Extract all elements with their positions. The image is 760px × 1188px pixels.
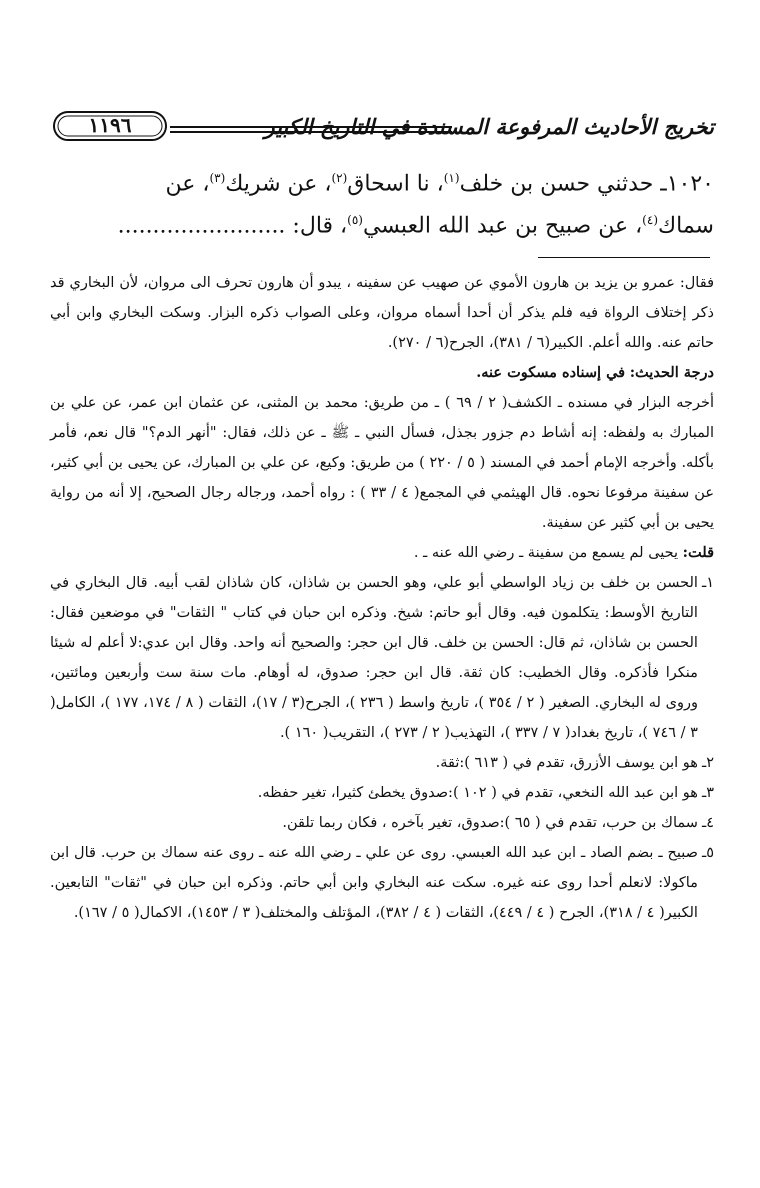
hadith-text-span: ، نا اسحاق — [347, 171, 444, 197]
footnote-ref: (١) — [443, 171, 460, 185]
note-paragraph-1: فقال: عمرو بن يزيد بن هارون الأموي عن صهيب عن سفينه ، يبدو أن هارون تحرف الى مروان، لأن البخاري قد ذكر إختلاف الرواة فيه فلم يذكر أن أحدا أسماه مروان، وعلى الصواب ذكره البزار. وسكت البخاري وابن أبي حاتم عنه. والله أعلم. الكبير(٦ / ٣٨١)، الجرح(٦ / ٢٧٠). — [50, 275, 714, 351]
hadith-text-span: ، قال: ........................ — [117, 213, 348, 239]
footnote-separator — [538, 257, 710, 258]
header-rule — [170, 126, 452, 133]
footnote-number: ٢ـ — [701, 755, 714, 771]
hadith-text — [50, 160, 714, 245]
footnote-ref: (٢) — [331, 171, 348, 185]
book-title: تخريج الأحاديث المرفوعة المسندة في التاريخ الكبير — [264, 114, 714, 139]
footnote-text: الحسن بن خلف بن زياد الواسطي أبو علي، وهو الحسن بن شاذان، كان شاذان لقب أبيه. قال البخاري في التاريخ الأوسط: يتكلمون فيه. وقال أبو حاتم: شيخ. وذكره ابن حبان في كتاب " الثقات" في موضعين فقال: الحسن بن شاذان، ثم قال: الحسن بن خلف. قال ابن حجر: والصحيح أنه واحد. وقال ابن عدي:لا أعلم له شيئا منكرا فأذكره. وقال الخطيب: كان ثقة. قال ابن حجر: صدوق، له أوهام. مات سنة ست وأربعين ومائتين، وروى له البخاري. الصغير ( ٢ / ٣٥٤ )، تاريخ واسط ( ٢٣٦ )، الجرح(٣ / ١٧)، الثقات ( ٨ / ١٧٤، ١٧٧ )، الكامل( ٣ / ٧٤٦ )، تاريخ بغداد( ٧ / ٣٣٧ )، التهذيب( ٢ / ٢٧٣ )، التقريب( ١٦٠ ). — [50, 575, 698, 741]
footnote-text: هو ابن يوسف الأزرق، تقدم في ( ٦١٣ ):ثقة. — [435, 755, 698, 771]
footnotes-section — [50, 268, 714, 928]
footnote-ref: (٥) — [347, 213, 363, 228]
hadith-text-span: ، عن شريك — [225, 171, 332, 197]
footnote-text: سماك بن حرب، تقدم في ( ٦٥ ):صدوق، تغير بآخره ، فكان ربما تلقن. — [282, 815, 698, 831]
hadith-text-span: ، عن صبيح بن عبد الله العبسي — [362, 213, 643, 239]
hadith-line-1 — [50, 160, 714, 202]
footnote-number: ٤ـ — [701, 815, 714, 831]
footnote-text: صبيح ـ بضم الصاد ـ ابن عبد الله العبسي. روى عن علي ـ رضي الله عنه ـ روى عنه سماك بن حرب. قال ابن ماكولا: لانعلم أحدا روى عنه غيره. سكت عنه البخاري وابن أبي حاتم. وذكره ابن حبان في "ثقات" التابعين. الكبير( ٤ / ٣١٨)، الجرح ( ٤ / ٤٤٩)، الثقات ( ٤ / ٣٨٢)، المؤتلف والمختلف( ٣ / ١٤٥٣)، الاكمال( ٥ / ١٦٧). — [50, 845, 698, 921]
hadith-text-span: سماك — [658, 213, 714, 239]
footnote-ref: (٣) — [209, 171, 226, 185]
footnote-item — [50, 748, 714, 778]
footnote-item — [50, 568, 714, 748]
footnote-item — [50, 838, 714, 928]
grade-label: درجة الحديث: — [629, 364, 714, 381]
hadith-text-span: ١٠٢٠ـ حدثني حسن بن خلف — [459, 171, 714, 197]
page-number-badge — [50, 110, 170, 142]
footnote-ref: (٤) — [642, 213, 658, 228]
hadith-text-span: ، عن — [165, 171, 210, 197]
footnote-item — [50, 808, 714, 838]
page-number: ١١٩٦ — [88, 113, 132, 137]
hadith-line-2 — [50, 202, 714, 244]
hadith-grade — [50, 358, 714, 388]
qult-note — [50, 538, 714, 568]
page-header — [50, 108, 714, 152]
footnote-item — [50, 778, 714, 808]
footnote-number: ٥ـ — [701, 845, 714, 861]
qult-text: يحيى لم يسمع من سفينة ـ رضي الله عنه ـ . — [413, 545, 679, 561]
grade-text: في إسناده مسكوت عنه. — [476, 364, 626, 381]
footnote-text: هو ابن عبد الله النخعي، تقدم في ( ١٠٢ ):صدوق يخطئ كثيرا، تغير حفظه. — [257, 785, 698, 801]
qult-label: قلت: — [682, 544, 714, 561]
footnote-number: ١ـ — [701, 575, 714, 591]
takhrij-paragraph: أخرجه البزار في مسنده ـ الكشف( ٢ / ٦٩ ) ـ من طريق: محمد بن المثنى، عن عثمان ابن عمر، عن علي بن المبارك به ولفظه: إنه أشاط دم جزور بجذل، فسأل النبي ـ ﷺ ـ عن ذلك، فقال: "أنهر الدم؟" قال نعم، فأمر بأكله. وأخرجه الإمام أحمد في المسند ( ٥ / ٢٢٠ ) من طريق: وكيع، عن علي بن المبارك، عن يحيى بن أبي كثير، عن سفينة مرفوعا نحوه. قال الهيثمي في المجمع( ٤ / ٣٣ ) : رواه أحمد، ورجاله رجال الصحيح، إلا أنه من رواية يحيى بن أبي كثير عن سفينة. — [50, 395, 714, 531]
footnote-number: ٣ـ — [701, 785, 714, 801]
